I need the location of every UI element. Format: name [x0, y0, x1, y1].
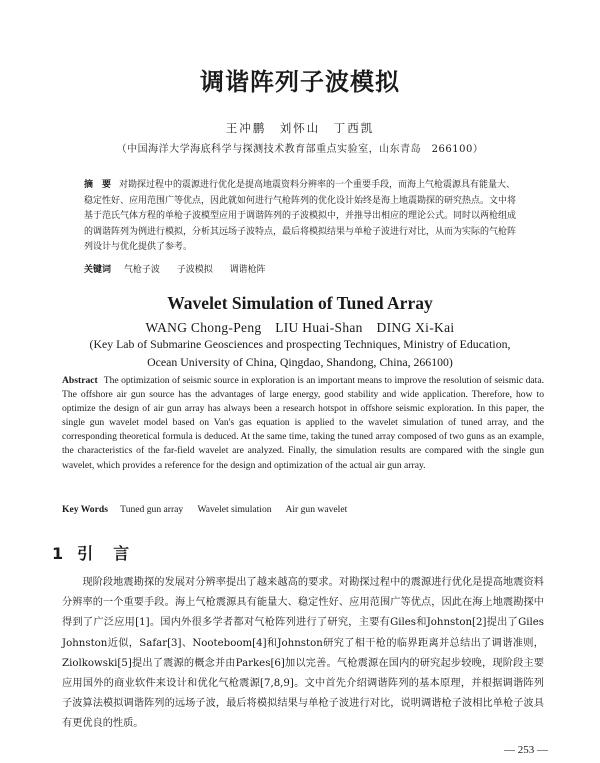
- chinese-abstract: [84, 178, 522, 256]
- chinese-keyword: 子波模拟: [176, 265, 213, 275]
- english-abstract: [62, 374, 544, 473]
- chinese-abstract-label: 摘 要: [84, 180, 112, 190]
- english-keyword: Tuned gun array: [120, 504, 184, 515]
- english-abstract-label: Abstract: [62, 375, 98, 386]
- chinese-abstract-text: 对勘探过程中的震源进行优化是提高地震资料分辨率的一个重要手段，而海上气枪震源具有能量大、稳定性好、应用范围广等优点，因此就如何进行气枪阵列的优化设计始终是海上地震勘探的研究热点。文中将基于范氏气体方程的单枪子波模型应用于调谐阵列的子波模拟中，并推导出相应的理论公式。同时以两枪组成的调谐阵列为例进行模拟，分析其远场子波特点，最后将模拟结果与单枪子波进行对比，从而为实际的气枪阵列设计与优化提供了参考。: [84, 180, 517, 253]
- chinese-keyword: 调谐枪阵: [229, 265, 266, 275]
- english-affiliation-line-1: (Key Lab of Submarine Geosciences and prospecting Techniques, Ministry of Education,: [89, 337, 511, 351]
- section-heading: [52, 541, 131, 564]
- section-number: 1: [52, 544, 66, 563]
- chinese-affiliation: （中国海洋大学海底科学与探测技术教育部重点实验室，山东青岛 266100）: [116, 144, 484, 155]
- english-keywords-label: Key Words: [62, 504, 108, 515]
- english-title: Wavelet Simulation of Tuned Array: [167, 293, 433, 313]
- chinese-keywords: [84, 262, 522, 275]
- chinese-title: 调谐阵列子波模拟: [200, 68, 400, 96]
- english-abstract-text: The optimization of seismic source in exploration is an important means to improve the resolution of seismic data. The offshore air gun source has the advantages of large energy, good stability and wide application. Therefore, how to optimize the design of air gun array has always been a research hotspot in offshore seismic exploration. In this paper, the single gun wavelet model based on Van's gas equation is applied to the wavelet simulation of tuned array, and the corresponding theoretical formula is deduced. At the same time, taking the tuned array composed of two guns as an example, the characteristics of the far-field wavelet are analyzed. Finally, the simulation results are compared with the single gun wavelet, which provides a reference for the design and optimization of the actual air gun array.: [62, 375, 544, 471]
- english-keywords: [62, 504, 544, 515]
- chinese-keyword: 气枪子波: [123, 265, 160, 275]
- introduction-paragraph: 现阶段地震勘探的发展对分辨率提出了越来越高的要求。对勘探过程中的震源进行优化是提高地震资料分辨率的一个重要手段。海上气枪震源具有能量大、稳定性好、应用范围广等优点，因此在海上地震勘探中得到了广泛应用[1]。国内外很多学者都对气枪阵列进行了研究，主要有Giles和Johnston[2]提出了Giles Johnston近似，Safar[3]、Nooteboom[4]和Johnston研究了相干枪的临界距离并总结出了调谐准则，Ziolkowski[5]提出了震源的概念并由Parkes[6]加以完善。气枪震源在国内的研究起步较晚，现阶段主要应用国外的商业软件来设计和优化气枪震源[7,8,9]。文中首先介绍调谐阵列的基本原理，并根据调谐阵列子波算法模拟调谐阵列的远场子波，最后将模拟结果与单枪子波进行对比，说明调谐枪子波相比单枪子波具有更优良的性质。: [62, 577, 555, 730]
- english-affiliation-line-2: Ocean University of China, Qingdao, Shandong, China, 266100): [147, 355, 453, 369]
- english-keyword: Air gun wavelet: [285, 504, 348, 515]
- chinese-keywords-label: 关键词: [84, 265, 112, 275]
- section-title: 引 言: [77, 544, 132, 563]
- english-keyword: Wavelet simulation: [197, 504, 272, 515]
- english-authors: WANG Chong-Peng LIU Huai-Shan DING Xi-Kai: [145, 320, 455, 335]
- page-number: — 253 —: [504, 744, 548, 756]
- chinese-authors: 王冲鹏 刘怀山 丁西凯: [225, 121, 375, 135]
